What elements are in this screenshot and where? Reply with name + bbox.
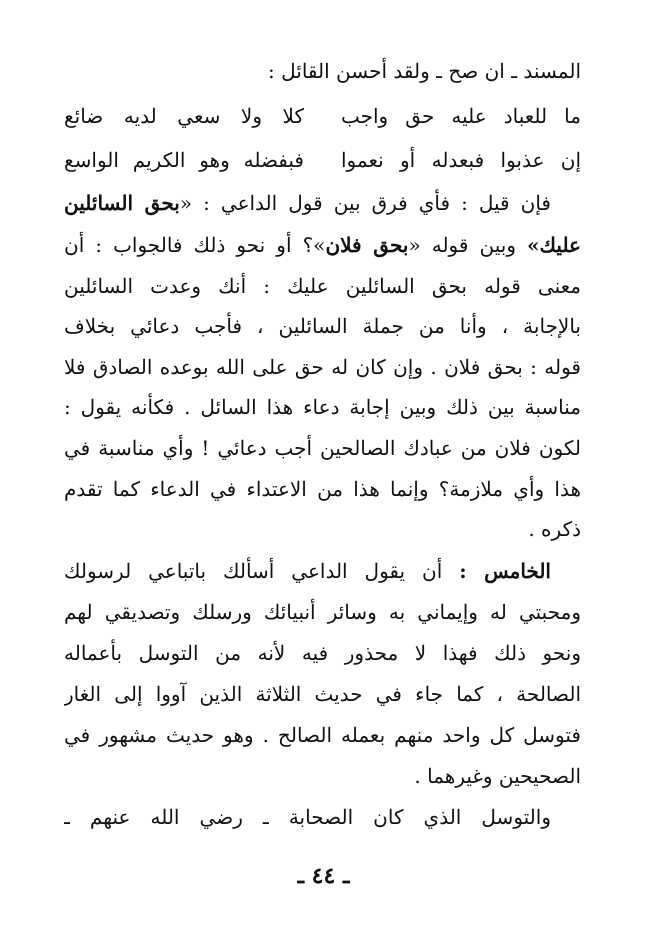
- text-line: لكون فلان من عبادك الصالحين أجب دعائي ! وأي مناسبة في: [64, 436, 581, 460]
- bold-phrase: عليك»: [527, 233, 581, 257]
- text-line: معنى قوله بحق السائلين عليك : أنك وعدت السائلين: [64, 274, 581, 298]
- text-line: بالإجابة ، وأنا من جملة السائلين ، فأجب دعائي بخلاف: [64, 314, 581, 338]
- text-line: قوله : بحق فلان . وإن كان له حق على الله بوعده الصادق فلا: [64, 355, 581, 379]
- text-line: الخامس : أن يقول الداعي أسألك باتباعي لرسولك: [64, 559, 551, 583]
- poem-verse: [64, 96, 581, 136]
- text-line: فتوسل كل واحد منهم بعمله الصالح . وهو حديث مشهور في: [64, 723, 581, 747]
- verse-second-hemistich: كلا ولا سعي لديه ضائع: [64, 104, 304, 128]
- text-line: فإن قيل : فأي فرق بين قول الداعي : «بحق السائلين: [64, 191, 551, 215]
- text-line: الصحيحين وغيرهما .: [414, 764, 581, 788]
- text-line: الصالحة ، كما جاء في حديث الثلاثة الذين آووا إلى الغار: [64, 682, 581, 706]
- text-line: عليك» وبين قوله «بحق فلان»؟ أو نحو ذلك فالجواب : أن: [64, 233, 581, 257]
- text-line: مناسبة بين ذلك وبين إجابة دعاء هذا السائل . فكأنه يقول :: [64, 395, 581, 419]
- text-line: ونحو ذلك فهذا لا محذور فيه لأنه من التوسل بأعماله: [64, 641, 581, 665]
- text-line: المسند ـ ان صح ـ ولقد أحسن القائل :: [268, 59, 581, 83]
- section-heading: الخامس :: [459, 559, 551, 583]
- poem-verse: [64, 140, 581, 180]
- text-line: ومحبتي له وإيماني به وسائر أنبيائك ورسلك وتصديقي لهم: [64, 600, 581, 624]
- page-number: ـ ٤٤ ـ: [297, 863, 350, 889]
- verse-second-hemistich: فبفضله وهو الكريم الواسع: [64, 148, 304, 172]
- text-line: هذا وأي ملازمة؟ وإنما هذا من الاعتداء في الدعاء كما تقدم: [64, 477, 581, 501]
- bold-phrase: بحق فلان: [325, 233, 409, 257]
- bold-phrase: بحق السائلين: [64, 191, 180, 215]
- text-line: والتوسل الذي كان الصحابة ـ رضي الله عنهم ـ: [64, 805, 551, 829]
- verse-first-hemistich: إن عذبوا فبعدله أو نعموا: [341, 148, 581, 172]
- text-line: ذكره .: [528, 517, 581, 541]
- verse-first-hemistich: ما للعباد عليه حق واجب: [341, 104, 581, 128]
